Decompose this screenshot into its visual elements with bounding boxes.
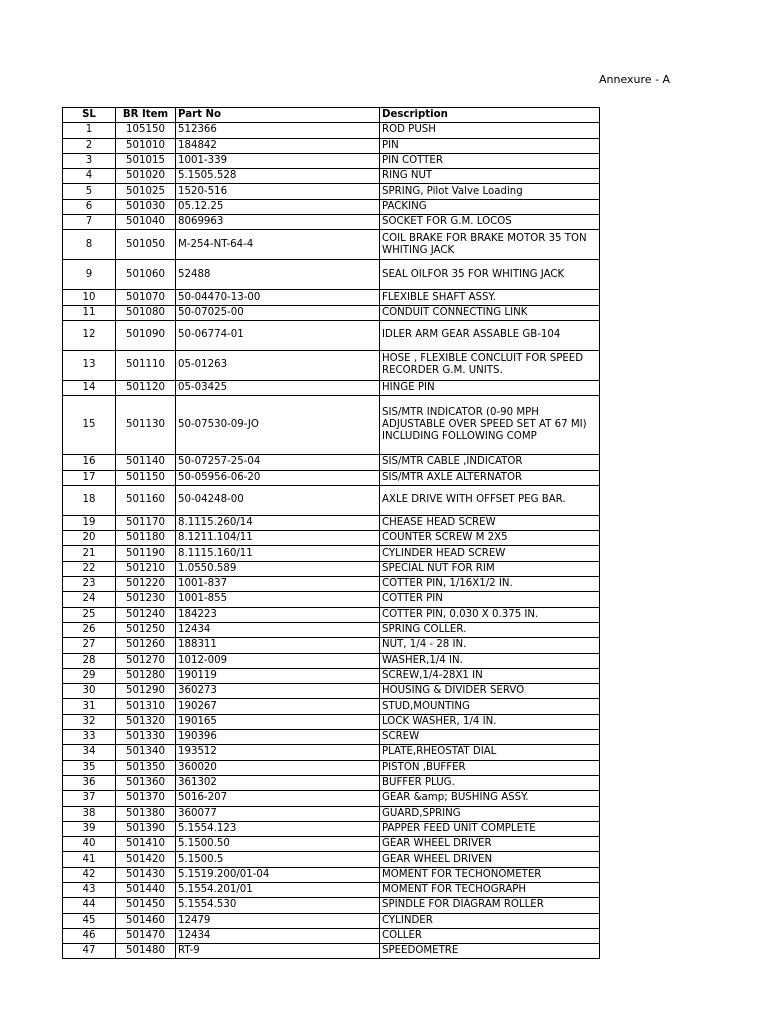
table-row [63, 531, 600, 546]
cell-part-no: 12479 [176, 913, 380, 928]
cell-description: GEAR WHEEL DRIVEN [380, 852, 600, 867]
header-part-no: Part No [176, 108, 380, 123]
cell-description: SCREW,1/4-28X1 IN [380, 668, 600, 683]
cell-br-item: 501250 [116, 622, 176, 637]
cell-part-no: 190165 [176, 714, 380, 729]
cell-description: COTTER PIN [380, 592, 600, 607]
cell-part-no: 190119 [176, 668, 380, 683]
table-row [63, 668, 600, 683]
cell-sl: 33 [63, 730, 116, 745]
cell-description: FLEXIBLE SHAFT ASSY. [380, 290, 600, 305]
cell-br-item: 501460 [116, 913, 176, 928]
cell-sl: 10 [63, 290, 116, 305]
table-row [63, 169, 600, 184]
table-row [63, 123, 600, 138]
cell-description: SPRING COLLER. [380, 622, 600, 637]
cell-sl: 3 [63, 153, 116, 168]
cell-description: BUFFER PLUG. [380, 775, 600, 790]
cell-description: CYLINDER HEAD SCREW [380, 546, 600, 561]
cell-description: SOCKET FOR G.M. LOCOS [380, 215, 600, 230]
cell-description: SPINDLE FOR DIAGRAM ROLLER [380, 898, 600, 913]
cell-br-item: 501420 [116, 852, 176, 867]
cell-br-item: 501410 [116, 837, 176, 852]
cell-sl: 36 [63, 775, 116, 790]
table-row [63, 350, 600, 380]
cell-sl: 30 [63, 684, 116, 699]
cell-br-item: 501440 [116, 882, 176, 897]
cell-br-item: 501150 [116, 470, 176, 485]
cell-part-no: 190267 [176, 699, 380, 714]
cell-part-no: 1001-837 [176, 577, 380, 592]
cell-part-no: 1001-855 [176, 592, 380, 607]
cell-description: LOCK WASHER, 1/4 IN. [380, 714, 600, 729]
cell-part-no: 05-01263 [176, 350, 380, 380]
cell-sl: 26 [63, 622, 116, 637]
cell-sl: 39 [63, 821, 116, 836]
cell-sl: 2 [63, 138, 116, 153]
cell-br-item: 501310 [116, 699, 176, 714]
cell-sl: 40 [63, 837, 116, 852]
cell-br-item: 501360 [116, 775, 176, 790]
table-row [63, 320, 600, 350]
cell-part-no: 8.1115.160/11 [176, 546, 380, 561]
cell-sl: 17 [63, 470, 116, 485]
cell-sl: 46 [63, 928, 116, 943]
table-row [63, 837, 600, 852]
cell-br-item: 105150 [116, 123, 176, 138]
cell-sl: 1 [63, 123, 116, 138]
cell-description: PAPPER FEED UNIT COMPLETE [380, 821, 600, 836]
cell-sl: 15 [63, 396, 116, 455]
table-row [63, 760, 600, 775]
cell-br-item: 501380 [116, 806, 176, 821]
cell-br-item: 501270 [116, 653, 176, 668]
cell-br-item: 501120 [116, 380, 176, 395]
cell-sl: 23 [63, 577, 116, 592]
cell-br-item: 501210 [116, 561, 176, 576]
cell-sl: 44 [63, 898, 116, 913]
cell-br-item: 501260 [116, 638, 176, 653]
cell-description: PLATE,RHEOSTAT DIAL [380, 745, 600, 760]
cell-sl: 27 [63, 638, 116, 653]
cell-sl: 47 [63, 944, 116, 959]
cell-description: HOUSING & DIVIDER SERVO [380, 684, 600, 699]
cell-description: PIN COTTER [380, 153, 600, 168]
cell-part-no: 361302 [176, 775, 380, 790]
cell-br-item: 501040 [116, 215, 176, 230]
cell-sl: 11 [63, 305, 116, 320]
cell-part-no: 1001-339 [176, 153, 380, 168]
cell-part-no: 360077 [176, 806, 380, 821]
cell-description: SIS/MTR CABLE ,INDICATOR [380, 455, 600, 470]
cell-part-no: 8.1211.104/11 [176, 531, 380, 546]
cell-part-no: M-254-NT-64-4 [176, 230, 380, 260]
cell-description: WASHER,1/4 IN. [380, 653, 600, 668]
cell-sl: 31 [63, 699, 116, 714]
cell-br-item: 501320 [116, 714, 176, 729]
table-row [63, 485, 600, 515]
table-row [63, 215, 600, 230]
table-row [63, 699, 600, 714]
cell-part-no: 8069963 [176, 215, 380, 230]
cell-sl: 41 [63, 852, 116, 867]
cell-br-item: 501480 [116, 944, 176, 959]
cell-part-no: 190396 [176, 730, 380, 745]
cell-description: PIN [380, 138, 600, 153]
cell-sl: 45 [63, 913, 116, 928]
cell-sl: 19 [63, 515, 116, 530]
cell-description: SIS/MTR INDICATOR (0-90 MPH ADJUSTABLE OVER SPEED SET AT 67 MI) INCLUDING FOLLOWING COMP [380, 396, 600, 455]
cell-br-item: 501240 [116, 607, 176, 622]
table-row [63, 622, 600, 637]
cell-sl: 14 [63, 380, 116, 395]
table-row [63, 290, 600, 305]
cell-part-no: 188311 [176, 638, 380, 653]
cell-br-item: 501180 [116, 531, 176, 546]
cell-br-item: 501025 [116, 184, 176, 199]
cell-part-no: 360273 [176, 684, 380, 699]
cell-part-no: 360020 [176, 760, 380, 775]
cell-description: COTTER PIN, 1/16X1/2 IN. [380, 577, 600, 592]
cell-br-item: 501390 [116, 821, 176, 836]
cell-description: GEAR WHEEL DRIVER [380, 837, 600, 852]
cell-description: SEAL OILFOR 35 FOR WHITING JACK [380, 260, 600, 290]
cell-br-item: 501020 [116, 169, 176, 184]
cell-part-no: 1.0550.589 [176, 561, 380, 576]
table-row [63, 153, 600, 168]
parts-table [62, 107, 600, 959]
cell-sl: 16 [63, 455, 116, 470]
cell-part-no: 8.1115.260/14 [176, 515, 380, 530]
cell-sl: 9 [63, 260, 116, 290]
cell-br-item: 501220 [116, 577, 176, 592]
cell-sl: 8 [63, 230, 116, 260]
table-row [63, 791, 600, 806]
table-row [63, 928, 600, 943]
table-row [63, 230, 600, 260]
cell-sl: 43 [63, 882, 116, 897]
table-row [63, 714, 600, 729]
table-row [63, 745, 600, 760]
header-br-item: BR Item [116, 108, 176, 123]
cell-sl: 32 [63, 714, 116, 729]
table-row [63, 396, 600, 455]
cell-description: SCREW [380, 730, 600, 745]
cell-br-item: 501140 [116, 455, 176, 470]
header-description: Description [380, 108, 600, 123]
cell-description: AXLE DRIVE WITH OFFSET PEG BAR. [380, 485, 600, 515]
cell-br-item: 501450 [116, 898, 176, 913]
cell-description: RING NUT [380, 169, 600, 184]
cell-part-no: 50-07530-09-JO [176, 396, 380, 455]
cell-sl: 20 [63, 531, 116, 546]
cell-part-no: 5.1500.5 [176, 852, 380, 867]
cell-br-item: 501060 [116, 260, 176, 290]
table-body [63, 123, 600, 959]
cell-br-item: 501470 [116, 928, 176, 943]
cell-sl: 6 [63, 199, 116, 214]
cell-description: PACKING [380, 199, 600, 214]
table-row [63, 806, 600, 821]
cell-br-item: 501130 [116, 396, 176, 455]
header-sl: SL [63, 108, 116, 123]
cell-br-item: 501290 [116, 684, 176, 699]
table-row [63, 684, 600, 699]
table-header-row [63, 108, 600, 123]
table-row [63, 852, 600, 867]
cell-description: COUNTER SCREW M 2X5 [380, 531, 600, 546]
cell-sl: 13 [63, 350, 116, 380]
table-row [63, 546, 600, 561]
table-row [63, 260, 600, 290]
cell-description: MOMENT FOR TECHOGRAPH [380, 882, 600, 897]
cell-br-item: 501090 [116, 320, 176, 350]
cell-br-item: 501190 [116, 546, 176, 561]
table-row [63, 470, 600, 485]
cell-part-no: 5.1554.530 [176, 898, 380, 913]
table-row [63, 653, 600, 668]
cell-br-item: 501430 [116, 867, 176, 882]
cell-sl: 24 [63, 592, 116, 607]
cell-br-item: 501330 [116, 730, 176, 745]
cell-sl: 29 [63, 668, 116, 683]
cell-part-no: 50-04470-13-00 [176, 290, 380, 305]
cell-description: GUARD,SPRING [380, 806, 600, 821]
table-row [63, 944, 600, 959]
cell-br-item: 501015 [116, 153, 176, 168]
cell-description: COIL BRAKE FOR BRAKE MOTOR 35 TON WHITING JACK [380, 230, 600, 260]
table-row [63, 380, 600, 395]
cell-br-item: 501050 [116, 230, 176, 260]
cell-br-item: 501370 [116, 791, 176, 806]
cell-sl: 18 [63, 485, 116, 515]
cell-br-item: 501080 [116, 305, 176, 320]
cell-part-no: 1012-009 [176, 653, 380, 668]
cell-part-no: 50-07025-00 [176, 305, 380, 320]
cell-br-item: 501170 [116, 515, 176, 530]
cell-br-item: 501030 [116, 199, 176, 214]
cell-sl: 25 [63, 607, 116, 622]
cell-part-no: 5.1505.528 [176, 169, 380, 184]
cell-description: IDLER ARM GEAR ASSABLE GB-104 [380, 320, 600, 350]
cell-description: NUT, 1/4 - 28 IN. [380, 638, 600, 653]
cell-part-no: 184842 [176, 138, 380, 153]
cell-part-no: 5.1500.50 [176, 837, 380, 852]
cell-description: STUD,MOUNTING [380, 699, 600, 714]
cell-br-item: 501340 [116, 745, 176, 760]
table-row [63, 184, 600, 199]
cell-br-item: 501110 [116, 350, 176, 380]
cell-br-item: 501230 [116, 592, 176, 607]
cell-sl: 21 [63, 546, 116, 561]
cell-sl: 22 [63, 561, 116, 576]
cell-part-no: 1520-516 [176, 184, 380, 199]
cell-br-item: 501160 [116, 485, 176, 515]
cell-part-no: 50-06774-01 [176, 320, 380, 350]
table-row [63, 821, 600, 836]
cell-br-item: 501350 [116, 760, 176, 775]
cell-part-no: 12434 [176, 622, 380, 637]
cell-part-no: 193512 [176, 745, 380, 760]
cell-sl: 35 [63, 760, 116, 775]
cell-part-no: 50-05956-06-20 [176, 470, 380, 485]
table-row [63, 730, 600, 745]
cell-part-no: 05-03425 [176, 380, 380, 395]
cell-part-no: 50-04248-00 [176, 485, 380, 515]
table-row [63, 561, 600, 576]
table-row [63, 592, 600, 607]
cell-sl: 37 [63, 791, 116, 806]
cell-description: CONDUIT CONNECTING LINK [380, 305, 600, 320]
cell-part-no: 52488 [176, 260, 380, 290]
cell-br-item: 501280 [116, 668, 176, 683]
annexure-label: Annexure - A [599, 73, 671, 86]
table-row [63, 577, 600, 592]
cell-description: HOSE , FLEXIBLE CONCLUIT FOR SPEED RECORDER G.M. UNITS. [380, 350, 600, 380]
cell-sl: 34 [63, 745, 116, 760]
cell-sl: 38 [63, 806, 116, 821]
table-row [63, 913, 600, 928]
table-row [63, 199, 600, 214]
cell-sl: 42 [63, 867, 116, 882]
cell-description: ROD PUSH [380, 123, 600, 138]
table-row [63, 305, 600, 320]
cell-part-no: 5.1554.201/01 [176, 882, 380, 897]
table-row [63, 898, 600, 913]
cell-part-no: 50-07257-25-04 [176, 455, 380, 470]
cell-part-no: 12434 [176, 928, 380, 943]
cell-description: MOMENT FOR TECHONOMETER [380, 867, 600, 882]
table-row [63, 607, 600, 622]
cell-sl: 7 [63, 215, 116, 230]
cell-description: COTTER PIN, 0.030 X 0.375 IN. [380, 607, 600, 622]
cell-description: SPRING, Pilot Valve Loading [380, 184, 600, 199]
cell-part-no: 5.1519.200/01-04 [176, 867, 380, 882]
cell-part-no: 05.12.25 [176, 199, 380, 214]
cell-part-no: 184223 [176, 607, 380, 622]
cell-br-item: 501010 [116, 138, 176, 153]
cell-description: GEAR &amp; BUSHING ASSY. [380, 791, 600, 806]
cell-br-item: 501070 [116, 290, 176, 305]
table-row [63, 882, 600, 897]
cell-part-no: 512366 [176, 123, 380, 138]
cell-description: CHEASE HEAD SCREW [380, 515, 600, 530]
cell-sl: 5 [63, 184, 116, 199]
cell-description: SPEEDOMETRE [380, 944, 600, 959]
cell-part-no: RT-9 [176, 944, 380, 959]
cell-part-no: 5016-207 [176, 791, 380, 806]
cell-sl: 12 [63, 320, 116, 350]
cell-description: HINGE PIN [380, 380, 600, 395]
table-row [63, 515, 600, 530]
table-row [63, 638, 600, 653]
cell-description: SIS/MTR AXLE ALTERNATOR [380, 470, 600, 485]
table-row [63, 867, 600, 882]
table-row [63, 775, 600, 790]
cell-sl: 28 [63, 653, 116, 668]
cell-description: COLLER [380, 928, 600, 943]
table-row [63, 138, 600, 153]
table-row [63, 455, 600, 470]
cell-description: CYLINDER [380, 913, 600, 928]
cell-part-no: 5.1554.123 [176, 821, 380, 836]
cell-sl: 4 [63, 169, 116, 184]
cell-description: PISTON ,BUFFER [380, 760, 600, 775]
cell-description: SPECIAL NUT FOR RIM [380, 561, 600, 576]
